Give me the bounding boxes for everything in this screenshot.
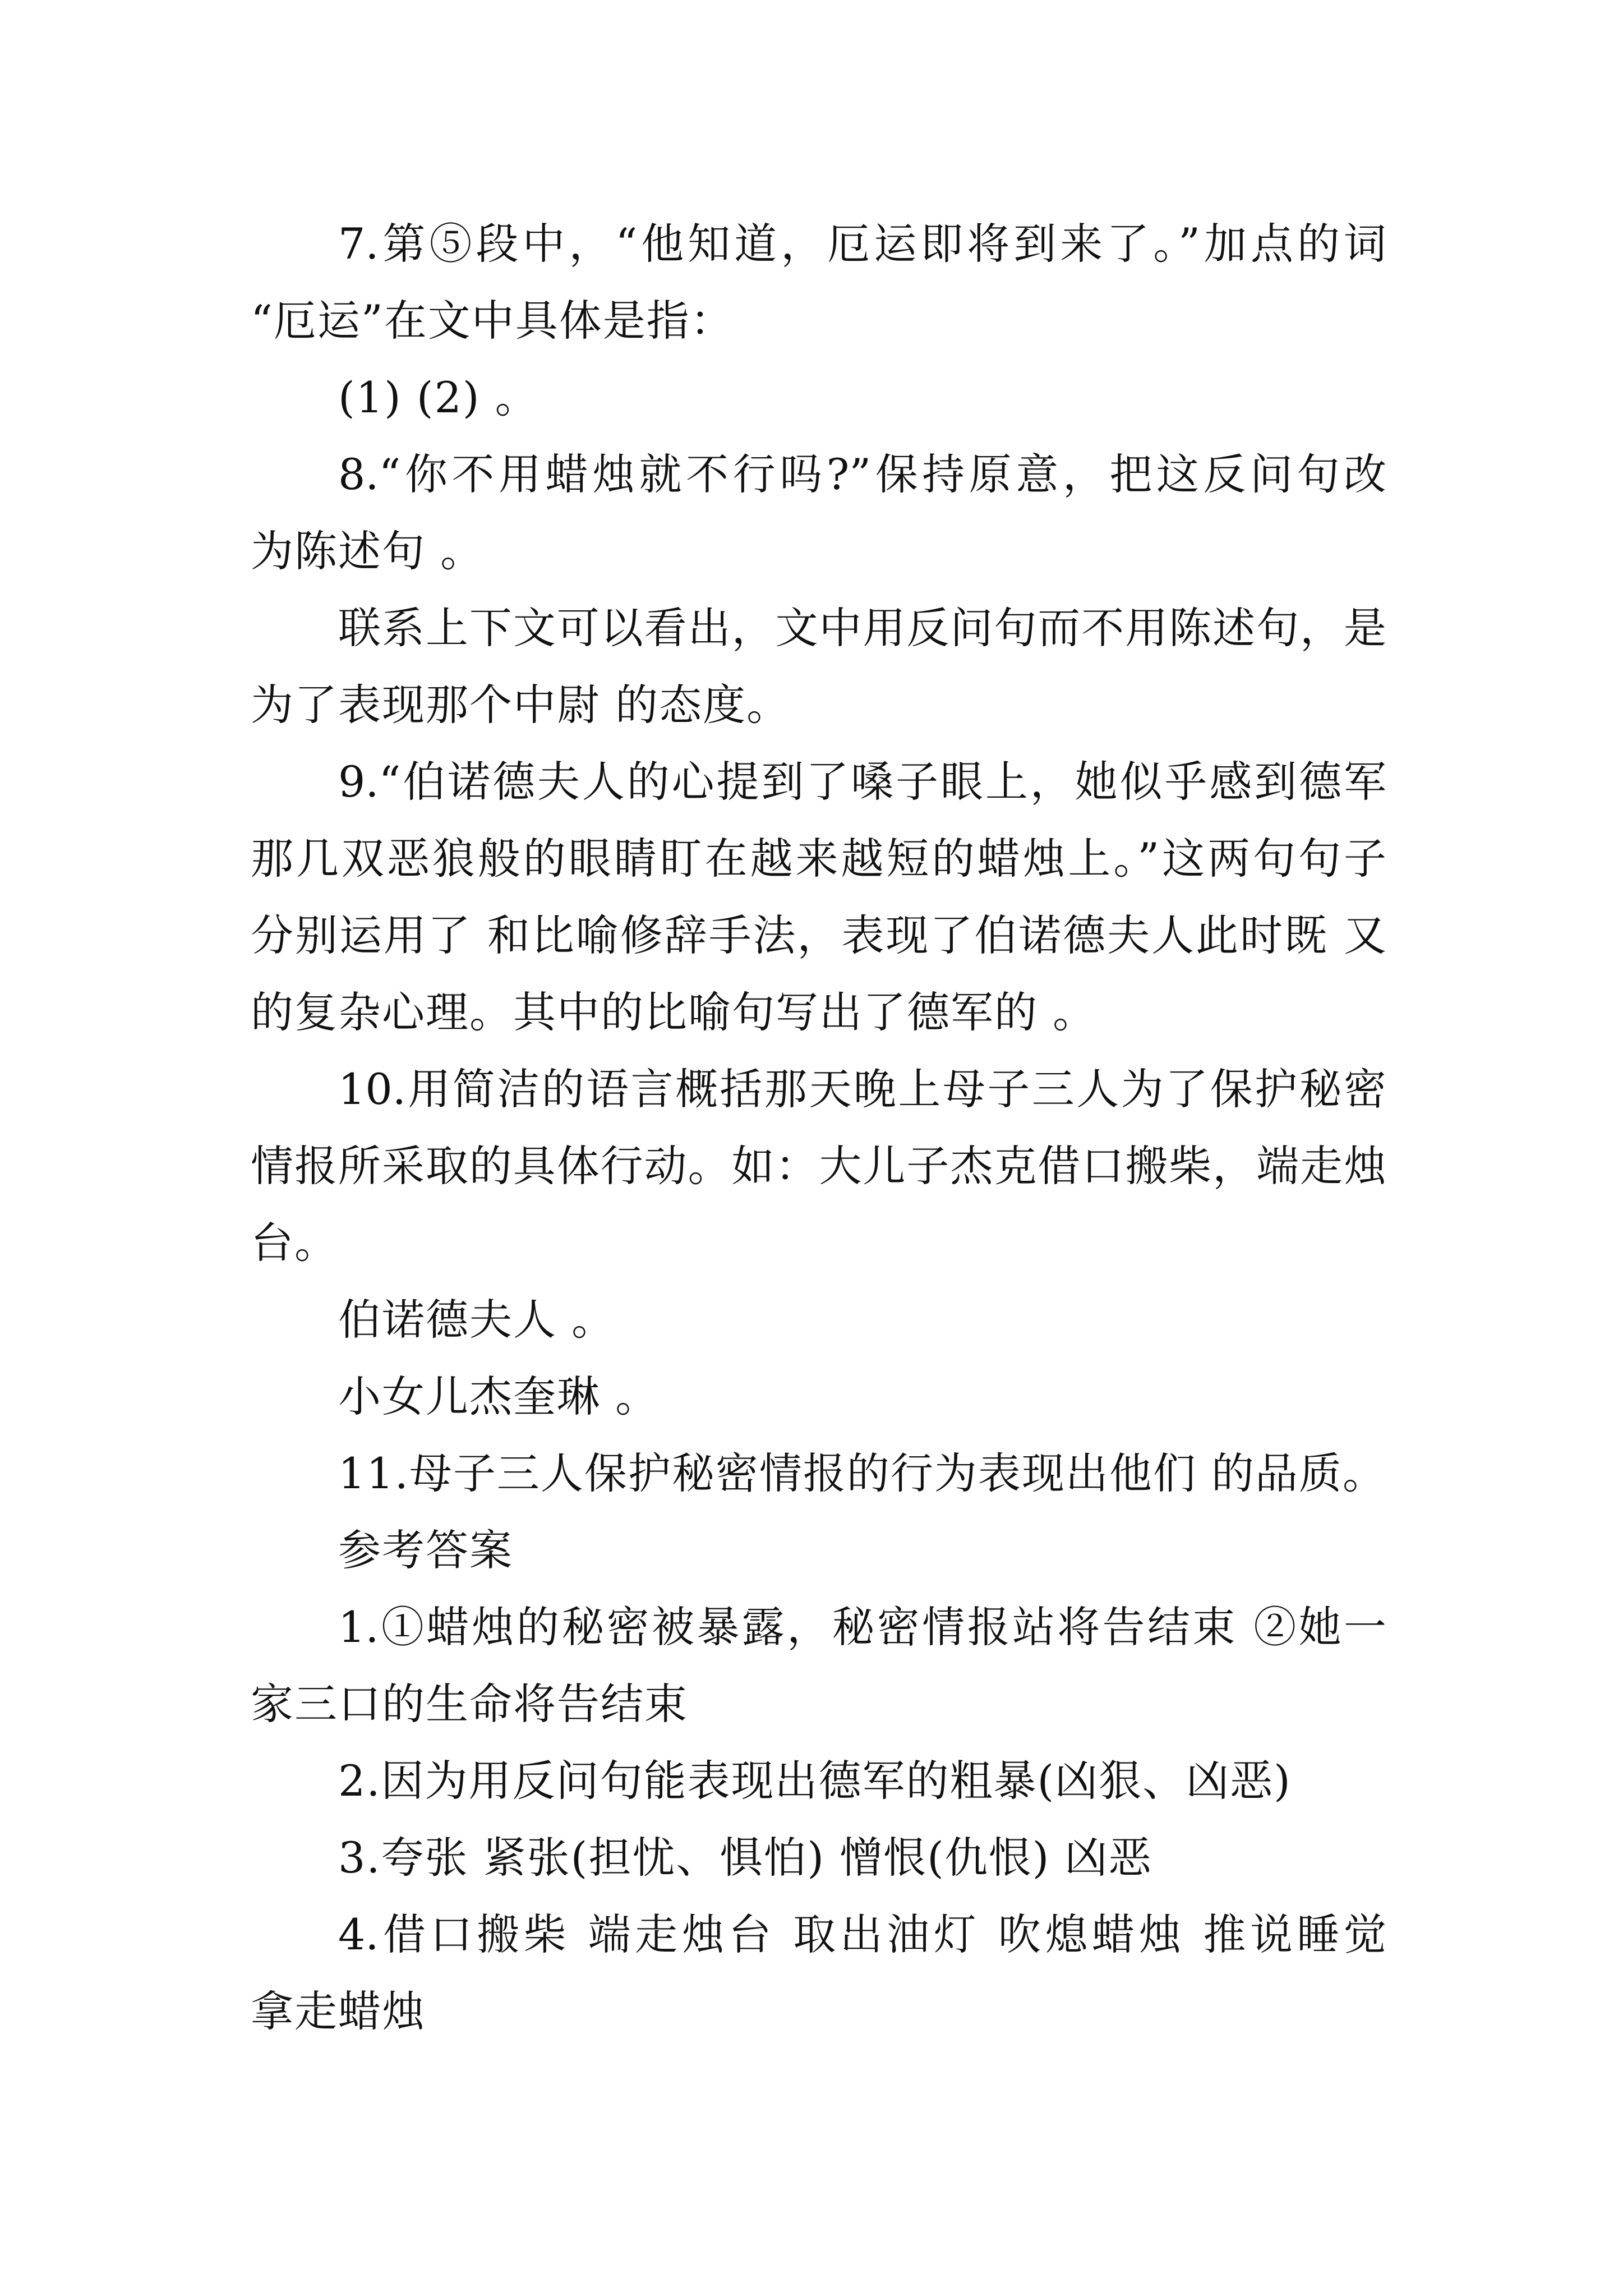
question-10 xyxy=(251,1051,1386,1435)
text-line: 7.第⑤段中，“他知道，厄运即将到来了。”加点的词 xyxy=(338,219,1386,269)
text-line: 1.①蜡烛的秘密被暴露，秘密情报站将告结束 ②她一 xyxy=(338,1602,1386,1652)
answer-2 xyxy=(251,1742,1386,1819)
answers-section xyxy=(251,1512,1386,2050)
text-line: 的复杂心理。其中的比喻句写出了德军的 。 xyxy=(251,987,1097,1037)
text-line: 11.母子三人保护秘密情报的行为表现出他们 的品质。 xyxy=(338,1448,1387,1498)
text-line: 10.用简洁的语言概括那天晚上母子三人为了保护秘密 xyxy=(338,1064,1386,1114)
text-line: 9.“伯诺德夫人的心提到了嗓子眼上，她似乎感到德军 xyxy=(338,757,1386,807)
answers-heading: 参考答案 xyxy=(338,1525,513,1575)
answer-4 xyxy=(251,1896,1386,2050)
text-line: “厄运”在文中具体是指： xyxy=(251,296,734,346)
question-7 xyxy=(251,205,1386,436)
text-line: 8.“你不用蜡烛就不行吗?”保持原意，把这反问句改 xyxy=(338,449,1386,499)
text-line: 家三口的生命将告结束 xyxy=(251,1679,688,1729)
text-line: 情报所采取的具体行动。如：大儿子杰克借口搬柴，端走烛 xyxy=(251,1141,1386,1191)
text-line: 台。 xyxy=(251,1218,338,1268)
text-line: (1) (2) 。 xyxy=(338,372,539,422)
text-line: 伯诺德夫人 。 xyxy=(338,1295,616,1345)
text-line: 2.因为用反问句能表现出德军的粗暴(凶狠、凶恶) xyxy=(338,1756,1292,1806)
document-body xyxy=(251,205,1386,2050)
text-line: 为了表现那个中尉 的态度。 xyxy=(251,680,791,730)
text-line: 拿走蜡烛 xyxy=(251,1986,426,2036)
text-line: 小女儿杰奎琳 。 xyxy=(338,1372,660,1421)
question-8 xyxy=(251,436,1386,743)
answer-1 xyxy=(251,1589,1386,1742)
answer-3 xyxy=(251,1819,1386,1896)
question-11 xyxy=(251,1435,1386,1512)
text-line: 3.夸张 紧张(担忧、惧怕) 憎恨(仇恨) 凶恶 xyxy=(338,1833,1152,1883)
question-9 xyxy=(251,743,1386,1051)
text-line: 联系上下文可以看出，文中用反问句而不用陈述句，是 xyxy=(338,603,1386,653)
text-line: 那几双恶狼般的眼睛盯在越来越短的蜡烛上。”这两句句子 xyxy=(251,834,1386,884)
text-line: 4.借口搬柴 端走烛台 取出油灯 吹熄蜡烛 推说睡觉 xyxy=(338,1910,1386,1959)
text-line: 分别运用了 和比喻修辞手法，表现了伯诺德夫人此时既 又 xyxy=(251,910,1386,960)
text-line: 为陈述句 。 xyxy=(251,526,485,576)
